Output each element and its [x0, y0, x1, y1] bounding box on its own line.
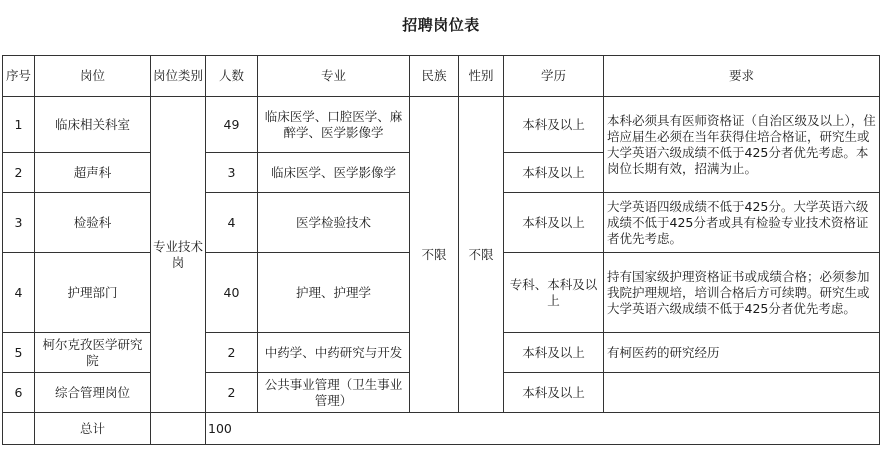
header-major: 专业	[258, 56, 410, 97]
header-no: 序号	[3, 56, 35, 97]
cell-gender: 不限	[459, 97, 504, 413]
cell-category: 专业技术岗	[151, 97, 206, 413]
cell-major: 医学检验技术	[258, 193, 410, 253]
cell-requirement	[604, 373, 880, 413]
cell-position: 超声科	[35, 153, 151, 193]
cell-education: 本科及以上	[504, 373, 604, 413]
total-row	[3, 413, 880, 445]
cell-count: 2	[206, 333, 258, 373]
header-count: 人数	[206, 56, 258, 97]
cell-position: 护理部门	[35, 253, 151, 333]
cell-count: 2	[206, 373, 258, 413]
page-title: 招聘岗位表	[402, 16, 480, 34]
header-position: 岗位	[35, 56, 151, 97]
cell-requirement: 本科必须具有医师资格证（自治区级及以上），住培应届生必须在当年获得住培合格证，研究生或大学英语六级成绩不低于425分者优先考虑。本岗位长期有效，招满为止。	[604, 97, 880, 193]
table-row	[3, 97, 880, 153]
cell-no: 2	[3, 153, 35, 193]
header-ethnicity: 民族	[410, 56, 459, 97]
cell-education: 本科及以上	[504, 153, 604, 193]
cell-no: 1	[3, 97, 35, 153]
cell-count: 49	[206, 97, 258, 153]
cell-count: 40	[206, 253, 258, 333]
cell-major: 临床医学、口腔医学、麻醉学、医学影像学	[258, 97, 410, 153]
header-requirement: 要求	[604, 56, 880, 97]
cell-major: 中药学、中药研究与开发	[258, 333, 410, 373]
total-label: 总计	[35, 413, 151, 445]
header-row	[3, 56, 880, 97]
cell-no: 5	[3, 333, 35, 373]
cell-major: 护理、护理学	[258, 253, 410, 333]
cell-position: 综合管理岗位	[35, 373, 151, 413]
cell-education: 本科及以上	[504, 193, 604, 253]
cell-requirement: 大学英语四级成绩不低于425分。大学英语六级成绩不低于425分者或具有检验专业技术资格证者优先考虑。	[604, 193, 880, 253]
cell-ethnicity: 不限	[410, 97, 459, 413]
cell-major: 公共事业管理（卫生事业管理）	[258, 373, 410, 413]
cell-empty	[3, 413, 35, 445]
cell-education: 本科及以上	[504, 333, 604, 373]
cell-major: 临床医学、医学影像学	[258, 153, 410, 193]
total-value: 100	[206, 413, 880, 445]
cell-requirement: 持有国家级护理资格证书或成绩合格；必须参加我院护理规培，培训合格后方可续聘。研究生或大学英语六级成绩不低于425分者优先考虑。	[604, 253, 880, 333]
cell-no: 3	[3, 193, 35, 253]
cell-count: 3	[206, 153, 258, 193]
header-category: 岗位类别	[151, 56, 206, 97]
cell-position: 柯尔克孜医学研究院	[35, 333, 151, 373]
recruitment-table	[2, 55, 880, 445]
cell-position: 临床相关科室	[35, 97, 151, 153]
header-gender: 性别	[459, 56, 504, 97]
cell-no: 6	[3, 373, 35, 413]
cell-count: 4	[206, 193, 258, 253]
cell-education: 本科及以上	[504, 97, 604, 153]
header-education: 学历	[504, 56, 604, 97]
cell-requirement: 有柯医药的研究经历	[604, 333, 880, 373]
cell-empty	[151, 413, 206, 445]
cell-education: 专科、本科及以上	[504, 253, 604, 333]
cell-position: 检验科	[35, 193, 151, 253]
cell-no: 4	[3, 253, 35, 333]
